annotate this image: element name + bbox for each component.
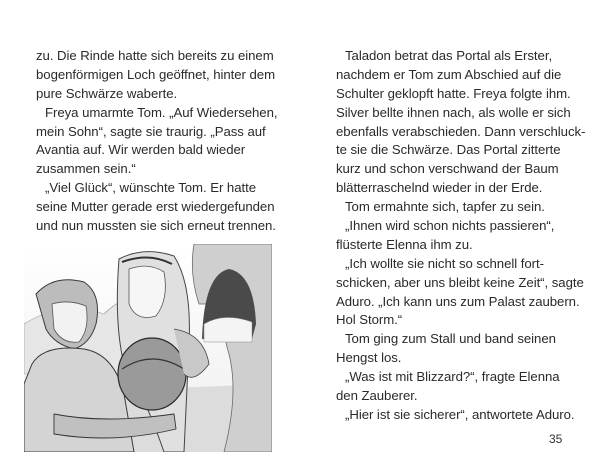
illustration-tom-and-freya xyxy=(24,244,272,452)
text-line: ebenfalls verabschieden. Dann verschluck- xyxy=(336,123,586,139)
text-line: zu. Die Rinde hatte sich bereits zu einem xyxy=(36,48,274,63)
text-line: und nun mussten sie sich erneut trennen. xyxy=(36,218,276,234)
text-line: nachdem er Tom zum Abschied auf die xyxy=(336,66,562,82)
text-line: Silver bellte ihnen nach, als wolle er sich xyxy=(336,104,571,120)
text-line: den Zauberer. xyxy=(336,388,418,404)
text-line: pure Schwärze waberte. xyxy=(36,85,178,101)
text-line: „Ihnen wird schon nichts passieren“, xyxy=(345,218,555,234)
text-line: zusammen sein.“ xyxy=(36,161,136,177)
text-line: Taladon betrat das Portal als Erster, xyxy=(345,48,553,63)
text-line: „Was ist mit Blizzard?“, fragte Elenna xyxy=(345,369,560,385)
text-line: Schulter geklopft hatte. Freya folgte ihm. xyxy=(336,85,571,101)
text-line: Avantia auf. Wir werden bald wieder xyxy=(36,142,246,158)
right-text-column xyxy=(336,47,586,425)
page-number: 35 xyxy=(549,432,563,446)
text-line: Freya umarmte Tom. „Auf Wiedersehen, xyxy=(45,104,278,120)
illustration-image xyxy=(24,244,272,452)
text-line: mein Sohn“, sagte sie traurig. „Pass auf xyxy=(36,123,266,139)
text-line: Hol Storm.“ xyxy=(336,312,403,328)
text-line: te sie die Schwärze. Das Portal zitterte xyxy=(336,142,561,158)
text-line: Hengst los. xyxy=(336,350,402,366)
text-line: Aduro. „Ich kann uns zum Palast zaubern. xyxy=(336,293,580,309)
text-line: seine Mutter gerade erst wiedergefunden xyxy=(36,199,275,215)
text-line: schicken, aber uns bleibt keine Zeit“, sagte xyxy=(336,274,584,290)
text-line: Tom ging zum Stall und band seinen xyxy=(345,331,556,347)
text-line: Tom ermahnte sich, tapfer zu sein. xyxy=(345,199,545,215)
text-line: flüsterte Elenna ihm zu. xyxy=(336,236,473,252)
text-line: „Viel Glück“, wünschte Tom. Er hatte xyxy=(45,180,256,196)
text-line: blätterraschelnd wieder in der Erde. xyxy=(336,180,543,196)
left-text-column xyxy=(36,47,278,236)
text-line: „Hier ist sie sicherer“, antwortete Aduro. xyxy=(345,406,575,422)
text-line: kurz und schon verschwand der Baum xyxy=(336,161,559,177)
text-line: bogenförmigen Loch geöffnet, hinter dem xyxy=(36,66,276,82)
text-line: „Ich wollte sie nicht so schnell fort- xyxy=(345,255,544,271)
